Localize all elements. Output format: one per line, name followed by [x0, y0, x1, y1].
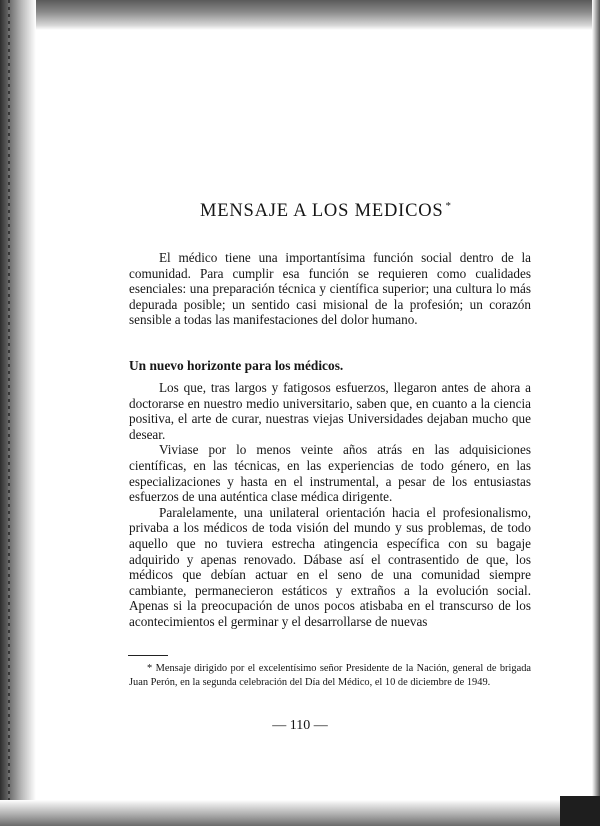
paragraph-2: Viviase por lo menos veinte años atrás en las adquisiciones científicas, en las técnicas, en las experiencias de todo género, en las especializaciones y hasta en el instrumental, a pesar de los entusiastas esfuerzos de una auténtica clase médica dirigente. — [129, 442, 531, 505]
section-heading: Un nuevo horizonte para los médicos. — [129, 358, 344, 373]
title-footnote-mark: * — [445, 200, 452, 212]
paragraph-3: Paralelamente, una unilateral orientación hacia el profesionalismo, privaba a los médicos de toda visión del mundo y sus problemas, de todo aquello que no tuviera estrecha atingencia específica con su bagaje adquirido y apenas renovado. Dábase así el contrasentido de que, los médicos que debían actuar en el seno de una comunidad siempre cambiante, permanecieron estáticos y extraños a la evolución social. Apenas si la preocupación de unos pocos atisbaba en el transcurso de los acontecimientos el germinar y el desarrollarse de nuevas — [129, 504, 531, 629]
page-number: — 110 — — [272, 718, 328, 733]
intro-text: El médico tiene una importantísima función social dentro de la comunidad. Para cumplir esa función se requieren como cualidades esenciales: una preparación técnica y científica superior; una cultura lo más depurada posible; un sentido casi misional de la profesión; un corazón sensible a todas las manifestaciones del dolor humano. — [129, 250, 531, 328]
footnote: * Mensaje dirigido por el excelentísimo señor Presidente de la Nación, general de brigada Juan Perón, en la segunda celebración del Día del Médico, el 10 de diciembre de 1949. — [129, 663, 531, 688]
footnote-rule — [128, 655, 168, 656]
body-paragraphs — [129, 380, 531, 630]
document-title — [200, 200, 490, 222]
intro-paragraph — [129, 250, 531, 328]
title-text: MENSAJE A LOS MEDICOS — [200, 201, 444, 222]
paragraph-1: Los que, tras largos y fatigosos esfuerzos, llegaron antes de ahora a doctorarse en nuestro medio universitario, saben que, en cuanto a la ciencia positiva, el arte de curar, nuestras viejas Universidades dejaban mucho que desear. — [129, 380, 531, 442]
